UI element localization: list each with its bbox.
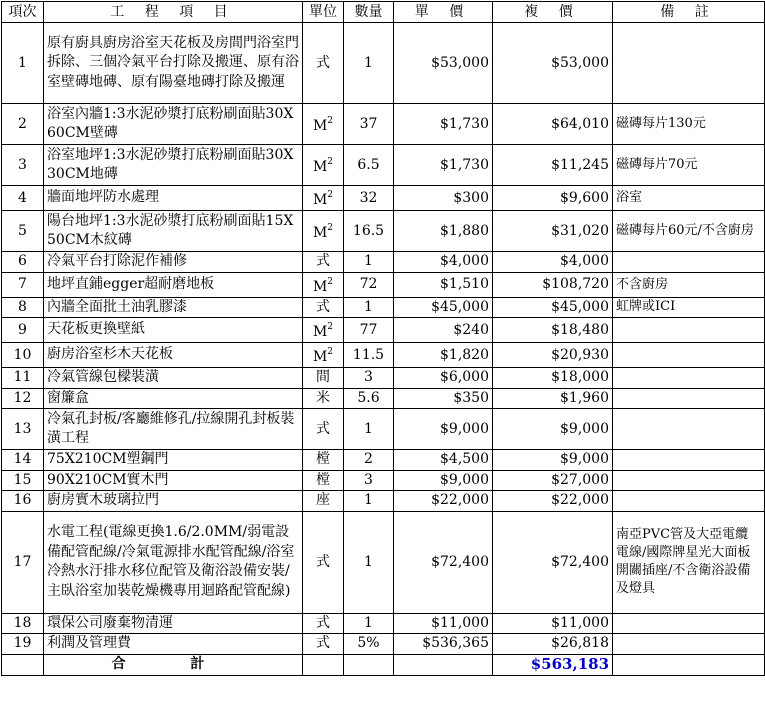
row-price: $4,000 (394, 252, 493, 273)
row-price: $1,730 (394, 104, 493, 145)
row-amount: $64,010 (493, 104, 613, 145)
unit-superscript: 2 (327, 276, 334, 287)
row-no: 1 (2, 23, 44, 104)
row-amount: $72,400 (493, 511, 613, 613)
row-unit (303, 23, 344, 104)
row-no: 17 (2, 511, 44, 613)
row-qty: 37 (344, 104, 394, 145)
row-qty: 5% (344, 634, 394, 655)
unit-text: 樘 (316, 451, 330, 468)
row-no: 8 (2, 297, 44, 318)
row-qty: 77 (344, 318, 394, 343)
row-item: 冷氣孔封板/客廳維修孔/拉線開孔封板裝潢工程 (44, 409, 303, 450)
row-price: $536,365 (394, 634, 493, 655)
row-unit (303, 450, 344, 471)
row-amount: $18,480 (493, 318, 613, 343)
table-row (2, 211, 765, 252)
unit-text: 式 (316, 553, 330, 570)
unit-text: M (312, 159, 328, 175)
total-blank-no (2, 654, 44, 675)
row-price: $300 (394, 186, 493, 211)
table-row (2, 634, 765, 655)
row-no: 13 (2, 409, 44, 450)
row-item: 水電工程(電線更換1.6/2.0MM/弱電設備配管配線/冷氣電源排水配管配線/浴室冷熱水汙排水移位配管及衛浴設備安裝/主臥浴室加裝乾燥機專用迴路配管配線) (44, 511, 303, 613)
unit-text: M (312, 278, 328, 295)
row-qty: 1 (344, 252, 394, 273)
row-amount: $9,600 (493, 186, 613, 211)
row-qty: 1 (344, 23, 394, 104)
unit-text: 式 (316, 614, 330, 631)
total-amount: $563,183 (493, 654, 613, 675)
row-amount: $31,020 (493, 211, 613, 252)
row-item: 75X210CM塑鋼門 (44, 450, 303, 471)
row-note: 浴室 (613, 186, 765, 211)
row-price: $72,400 (394, 511, 493, 613)
unit-text: 間 (316, 369, 330, 386)
row-qty: 1 (344, 297, 394, 318)
table-row (2, 272, 765, 297)
table-row (2, 186, 765, 211)
row-no: 15 (2, 470, 44, 491)
row-item: 90X210CM實木門 (44, 470, 303, 491)
row-amount: $53,000 (493, 23, 613, 104)
row-item: 陽台地坪1:3水泥砂漿打底粉刷面貼15X50CM木紋磚 (44, 211, 303, 252)
unit-superscript: 2 (327, 190, 334, 200)
unit-text: M (312, 192, 328, 208)
unit-superscript: 2 (327, 157, 334, 167)
row-item: 冷氣平台打除泥作補修 (44, 252, 303, 273)
row-item: 浴室地坪1:3水泥砂漿打底粉刷面貼30X30CM地磚 (44, 145, 303, 186)
row-item: 冷氣管線包樑裝潢 (44, 368, 303, 389)
unit-superscript: 2 (327, 347, 334, 357)
row-unit (303, 297, 344, 318)
row-no: 3 (2, 145, 44, 186)
row-amount: $11,245 (493, 145, 613, 186)
row-note (613, 613, 765, 634)
row-note (613, 368, 765, 389)
unit-text: 式 (316, 253, 330, 270)
row-price: $240 (394, 318, 493, 343)
row-note (613, 634, 765, 655)
total-blank-qty (344, 654, 394, 675)
row-note (613, 318, 765, 343)
table-row (2, 450, 765, 471)
table-row (2, 470, 765, 491)
row-note (613, 23, 765, 104)
table-row (2, 368, 765, 389)
row-amount: $45,000 (493, 297, 613, 318)
table-row (2, 252, 765, 273)
table-row (2, 23, 765, 104)
row-no: 4 (2, 186, 44, 211)
table-row (2, 297, 765, 318)
table-row (2, 613, 765, 634)
table-row (2, 491, 765, 512)
row-unit (303, 368, 344, 389)
row-no: 19 (2, 634, 44, 655)
row-unit (303, 211, 344, 252)
row-item: 利潤及管理費 (44, 634, 303, 655)
row-note (613, 470, 765, 491)
row-price: $350 (394, 388, 493, 409)
row-note: 磁磚每片70元 (613, 145, 765, 186)
row-qty: 1 (344, 511, 394, 613)
unit-text: 座 (316, 492, 330, 509)
row-item: 廚房浴室杉木天花板 (44, 343, 303, 368)
row-amount: $26,818 (493, 634, 613, 655)
row-note (613, 343, 765, 368)
total-blank-unit (303, 654, 344, 675)
row-item: 廚房實木玻璃拉門 (44, 491, 303, 512)
header-price: 單 價 (394, 2, 493, 23)
row-amount: $11,000 (493, 613, 613, 634)
row-price: $22,000 (394, 491, 493, 512)
table-row (2, 388, 765, 409)
row-unit (303, 409, 344, 450)
unit-text: 式 (316, 54, 330, 71)
unit-superscript: 2 (327, 116, 334, 126)
row-unit (303, 511, 344, 613)
row-note (613, 491, 765, 512)
row-price: $1,820 (394, 343, 493, 368)
row-no: 2 (2, 104, 44, 145)
row-price: $9,000 (394, 470, 493, 491)
row-item: 天花板更換壁紙 (44, 318, 303, 343)
row-qty: 3 (344, 368, 394, 389)
row-item: 地坪直鋪egger超耐磨地板 (44, 272, 303, 297)
unit-superscript: 2 (327, 223, 334, 233)
row-no: 9 (2, 318, 44, 343)
row-note (613, 409, 765, 450)
unit-superscript: 2 (327, 322, 334, 332)
row-price: $6,000 (394, 368, 493, 389)
row-note (613, 450, 765, 471)
row-item: 窗簾盒 (44, 388, 303, 409)
row-qty: 72 (344, 272, 394, 297)
row-note: 虹牌或ICI (613, 297, 765, 318)
row-no: 5 (2, 211, 44, 252)
row-qty: 5.6 (344, 388, 394, 409)
row-no: 6 (2, 252, 44, 273)
header-no: 項次 (2, 2, 44, 23)
row-unit (303, 634, 344, 655)
header-qty: 數量 (344, 2, 394, 23)
row-unit (303, 186, 344, 211)
table-row (2, 511, 765, 613)
row-amount: $108,720 (493, 272, 613, 297)
unit-text: 式 (316, 420, 330, 437)
unit-text: M (312, 225, 328, 241)
row-qty: 1 (344, 613, 394, 634)
row-item: 環保公司廢棄物清運 (44, 613, 303, 634)
row-no: 12 (2, 388, 44, 409)
table-row (2, 343, 765, 368)
row-qty: 16.5 (344, 211, 394, 252)
unit-text: 式 (316, 298, 330, 315)
unit-text: 米 (316, 389, 330, 406)
row-note: 南亞PVC管及大亞電纜電線/國際牌星光大面板開關插座/不含衛浴設備及燈具 (613, 511, 765, 613)
row-no: 7 (2, 272, 44, 297)
row-amount: $20,930 (493, 343, 613, 368)
row-no: 18 (2, 613, 44, 634)
row-amount: $4,000 (493, 252, 613, 273)
unit-text: M (312, 118, 328, 134)
row-qty: 2 (344, 450, 394, 471)
row-note: 磁磚每片60元/不含廚房 (613, 211, 765, 252)
row-note: 不含廚房 (613, 272, 765, 297)
table-row (2, 318, 765, 343)
header-note: 備 註 (613, 2, 765, 23)
row-amount: $18,000 (493, 368, 613, 389)
table-row (2, 409, 765, 450)
row-qty: 3 (344, 470, 394, 491)
row-no: 10 (2, 343, 44, 368)
row-item: 浴室內牆1:3水泥砂漿打底粉刷面貼30X60CM壁磚 (44, 104, 303, 145)
row-qty: 6.5 (344, 145, 394, 186)
row-qty: 1 (344, 491, 394, 512)
total-blank-note (613, 654, 765, 675)
header-amount: 複 價 (493, 2, 613, 23)
row-no: 11 (2, 368, 44, 389)
row-qty: 11.5 (344, 343, 394, 368)
row-unit (303, 491, 344, 512)
row-note (613, 388, 765, 409)
unit-text: M (312, 324, 328, 340)
row-price: $1,730 (394, 145, 493, 186)
row-unit (303, 318, 344, 343)
row-amount: $27,000 (493, 470, 613, 491)
row-item: 內牆全面批土油乳膠漆 (44, 297, 303, 318)
row-qty: 32 (344, 186, 394, 211)
row-price: $4,500 (394, 450, 493, 471)
unit-text: M (312, 349, 328, 365)
row-unit (303, 388, 344, 409)
row-amount: $1,960 (493, 388, 613, 409)
row-unit (303, 252, 344, 273)
row-amount: $9,000 (493, 409, 613, 450)
table-row (2, 104, 765, 145)
row-unit (303, 145, 344, 186)
row-no: 14 (2, 450, 44, 471)
unit-text: 式 (316, 635, 330, 652)
total-label: 合 計 (44, 654, 303, 675)
total-blank-price (394, 654, 493, 675)
row-price: $45,000 (394, 297, 493, 318)
row-no: 16 (2, 491, 44, 512)
total-row (2, 654, 765, 675)
quotation-table (1, 1, 765, 676)
header-item: 工 程 項 目 (44, 2, 303, 23)
row-unit (303, 343, 344, 368)
unit-text: 樘 (316, 471, 330, 488)
row-price: $11,000 (394, 613, 493, 634)
row-unit (303, 104, 344, 145)
row-item: 原有廚具廚房浴室天花板及房間門浴室門拆除、三個冷氣平台打除及搬運、原有浴室壁磚地磚、原有陽臺地磚打除及搬運 (44, 23, 303, 104)
row-note (613, 252, 765, 273)
row-price: $1,880 (394, 211, 493, 252)
row-amount: $9,000 (493, 450, 613, 471)
header-row (2, 2, 765, 23)
row-price: $1,510 (394, 272, 493, 297)
row-price: $9,000 (394, 409, 493, 450)
row-amount: $22,000 (493, 491, 613, 512)
row-unit (303, 613, 344, 634)
row-item: 牆面地坪防水處理 (44, 186, 303, 211)
header-unit: 單位 (303, 2, 344, 23)
table-row (2, 145, 765, 186)
row-unit (303, 272, 344, 297)
row-price: $53,000 (394, 23, 493, 104)
row-note: 磁磚每片130元 (613, 104, 765, 145)
row-qty: 1 (344, 409, 394, 450)
row-unit (303, 470, 344, 491)
